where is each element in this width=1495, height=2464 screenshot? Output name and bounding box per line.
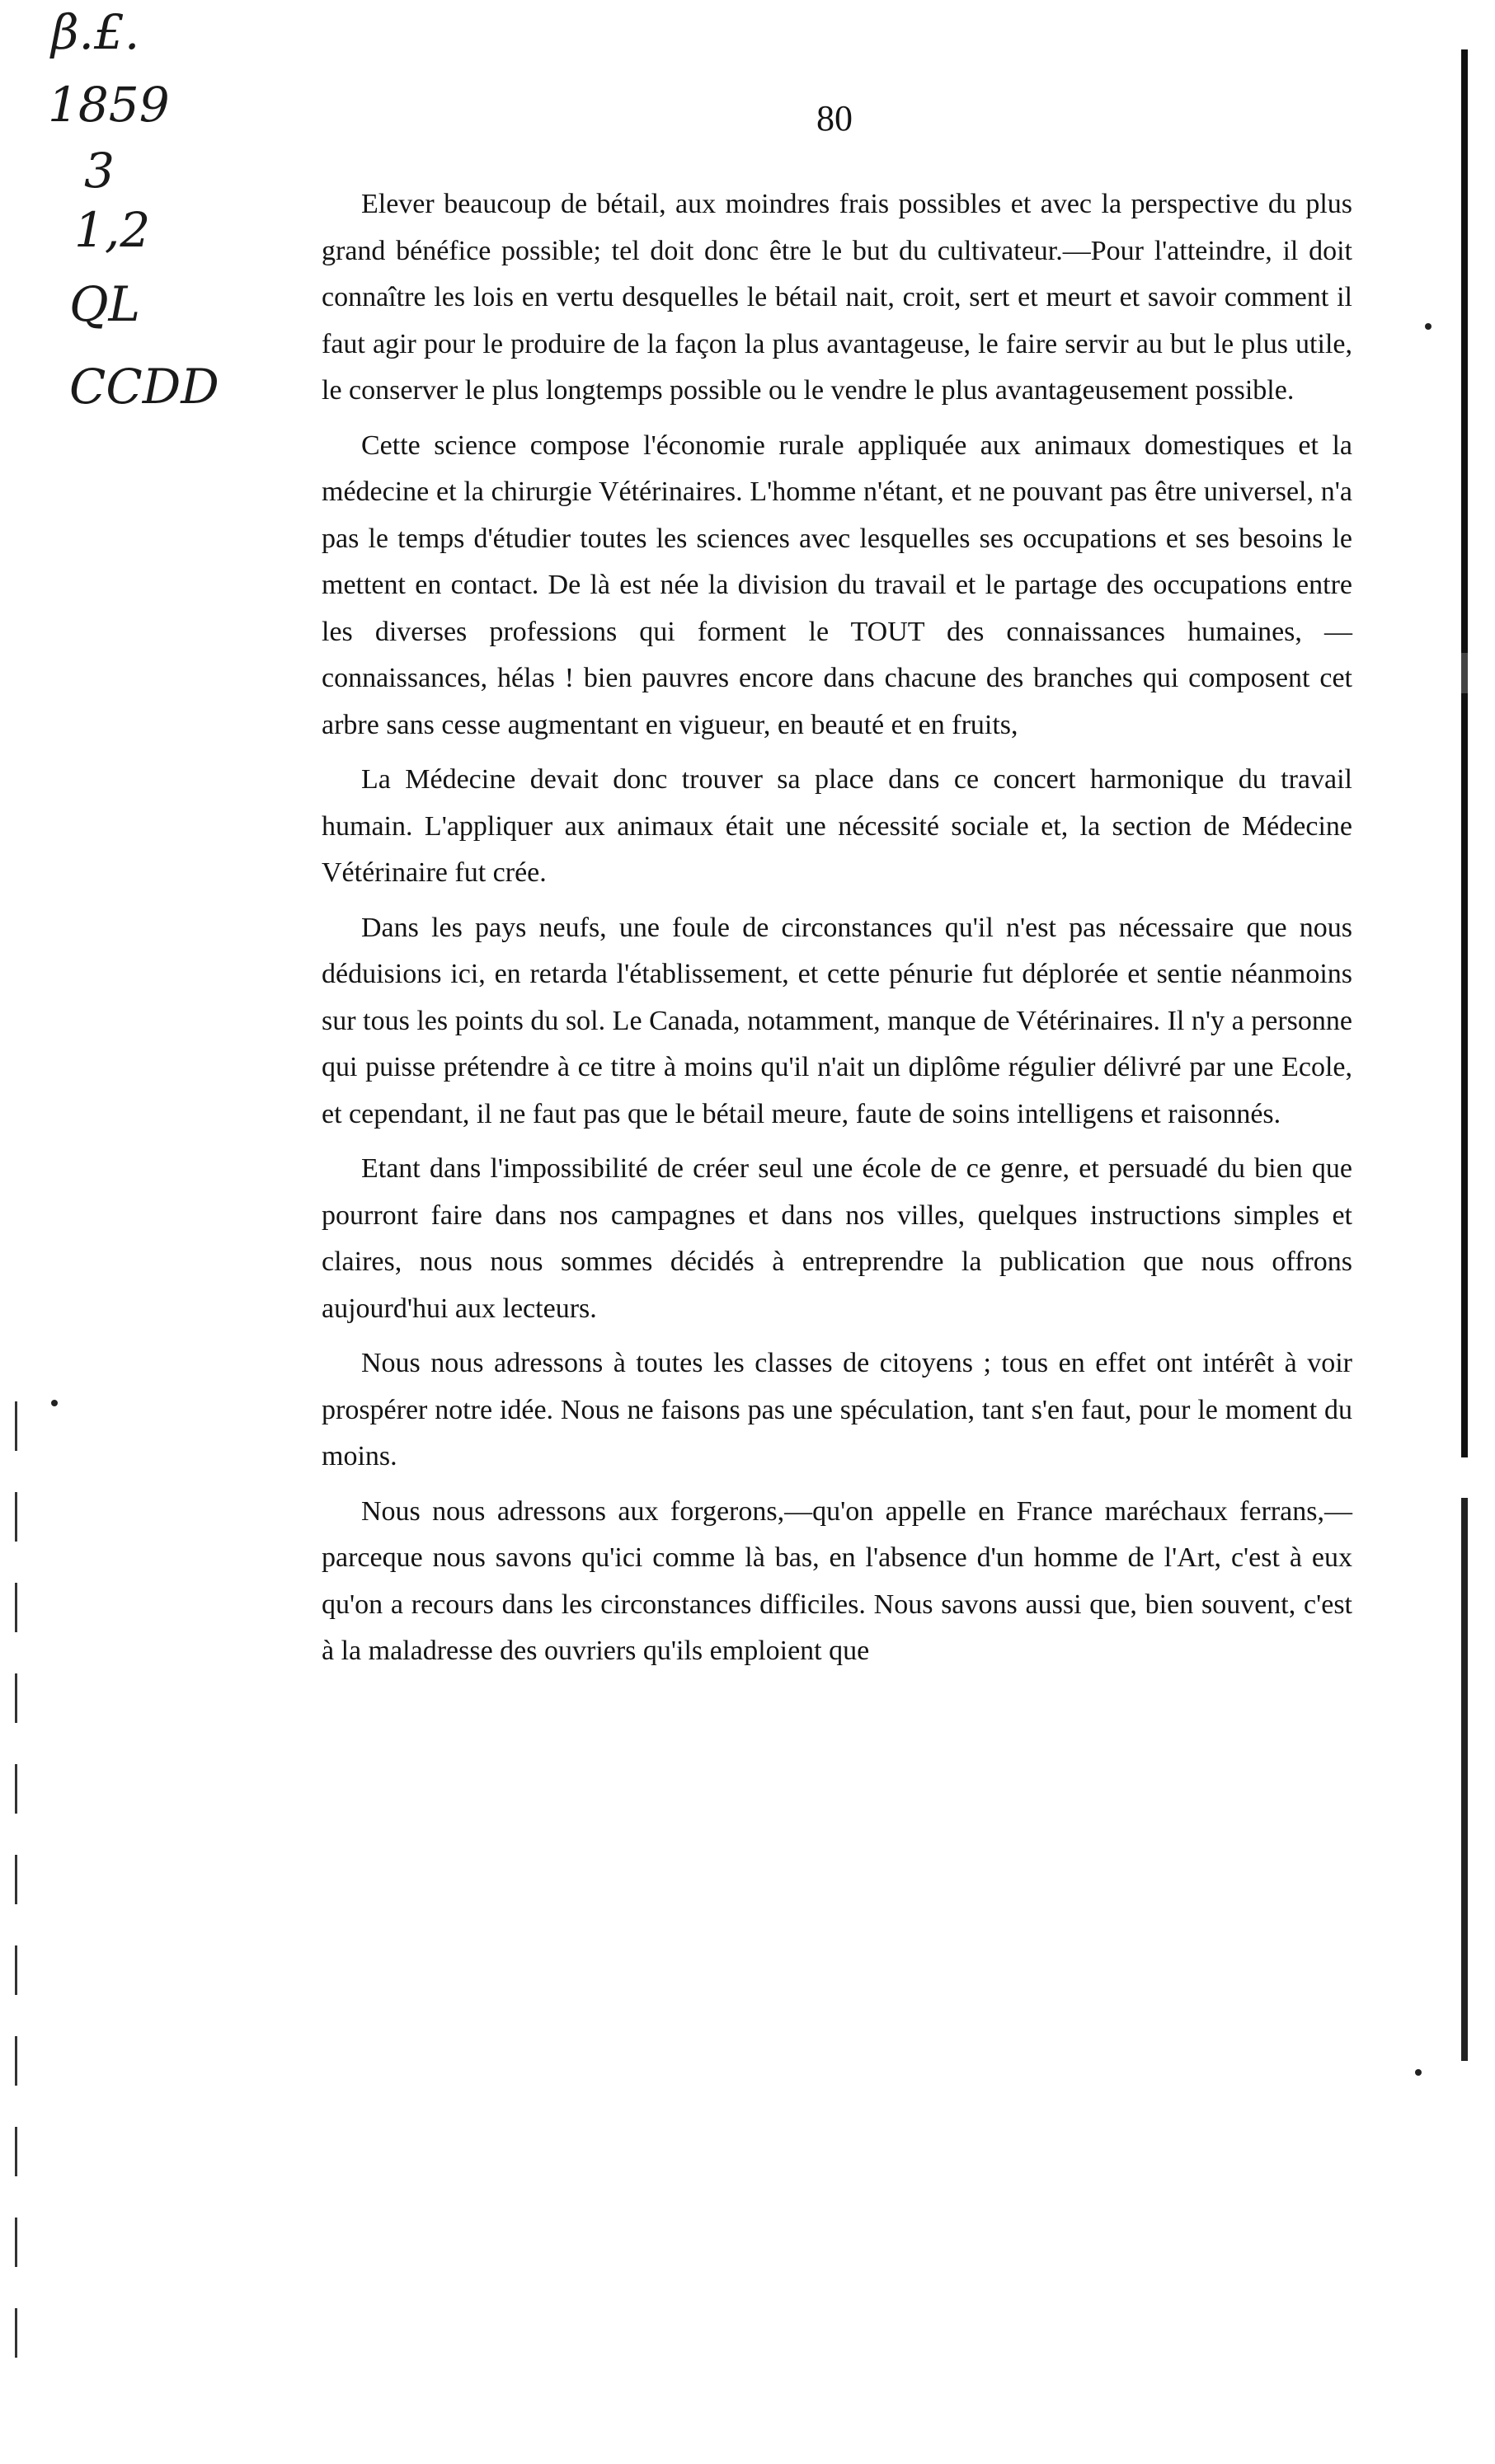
ink-speck bbox=[51, 1400, 58, 1406]
ink-speck bbox=[1415, 2069, 1422, 2076]
paragraph: Cette science compose l'économie rurale appliquée aux animaux domestiques et la médecine et la chirurgie Vétérinaires. L'homme n'étant, et ne pouvant pas être universel, n'a pas le temps d'étudier toutes les sciences avec lesquelles ses occupations et ses besoins le mettent en contact. De là est née la division du travail et le partage des occupations entre les diverses professions qui forment le TOUT des connaissances humaines, —connaissances, hélas ! bien pauvres encore dans chacune des branches qui composent cet arbre sans cesse augmentant en vigueur, en beauté et en fruits, bbox=[322, 429, 1352, 740]
handwritten-note: CCDD bbox=[69, 359, 219, 415]
body-text bbox=[322, 181, 1352, 1683]
paragraph: Nous nous adressons à toutes les classes de citoyens ; tous en effet ont intérêt à voir prospérer notre idée. Nous ne faisons pas une spéculation, tant s'en faut, pour le moment du moins. bbox=[322, 1348, 1352, 1471]
paragraph: La Médecine devait donc trouver sa place dans ce concert harmonique du travail humain. L'appliquer aux animaux était une nécessité sociale et, la section de Médecine Vétérinaire fut crée. bbox=[322, 764, 1352, 888]
paragraph: Dans les pays neufs, une foule de circonstances qu'il n'est pas nécessaire que nous déduisions ici, en retarda l'établissement, et cette pénurie fut déplorée et sentie néanmoins sur tous les points du sol. Le Canada, notamment, manque de Vétérinaires. Il n'y a personne qui puisse prétendre à ce titre à moins qu'il n'ait un diplôme régulier délivré par une Ecole, et cependant, il ne faut pas que le bétail meure, faute de soins intelligens et raisonnés. bbox=[322, 912, 1352, 1129]
ink-speck bbox=[1425, 323, 1432, 330]
scan-edge-line bbox=[1461, 49, 1468, 2061]
handwritten-note: 1,2 bbox=[74, 202, 151, 258]
scan-edge-line bbox=[15, 1401, 17, 2391]
handwritten-note: 3 bbox=[84, 143, 115, 199]
paragraph: Nous nous adressons aux forgerons,—qu'on appelle en France maréchaux ferrans,—parceque nous savons qu'ici comme là bas, en l'absence d'un homme de l'Art, c'est à eux qu'on a recours dans les circonstances difficiles. Nous savons aussi que, bien souvent, c'est à la maladresse des ouvriers qu'ils emploient que bbox=[322, 1495, 1352, 1666]
paragraph: Elever beaucoup de bétail, aux moindres frais possibles et avec la perspective du plus grand bénéfice possible; tel doit donc être le but du cultivateur.—Pour l'atteindre, il doit connaître les lois en vertu desquelles le bétail nait, croit, sert et meurt et savoir comment il faut agir pour le produire de la façon la plus avantageuse, le faire servir au but le plus utile, le conserver le plus longtemps possible ou le vendre le plus avantageusement possible. bbox=[322, 189, 1352, 406]
page-number: 80 bbox=[816, 98, 853, 138]
paragraph: Etant dans l'impossibilité de créer seul une école de ce genre, et persuadé du bien que pourront faire dans nos campagnes et dans nos villes, quelques instructions simples et claires, nous nous sommes décidés à entreprendre la publication que nous offrons aujourd'hui aux lecteurs. bbox=[322, 1153, 1352, 1324]
handwritten-note: QL bbox=[69, 276, 141, 332]
handwritten-note: β.£. bbox=[51, 4, 140, 60]
handwritten-note: 1859 bbox=[48, 77, 170, 133]
